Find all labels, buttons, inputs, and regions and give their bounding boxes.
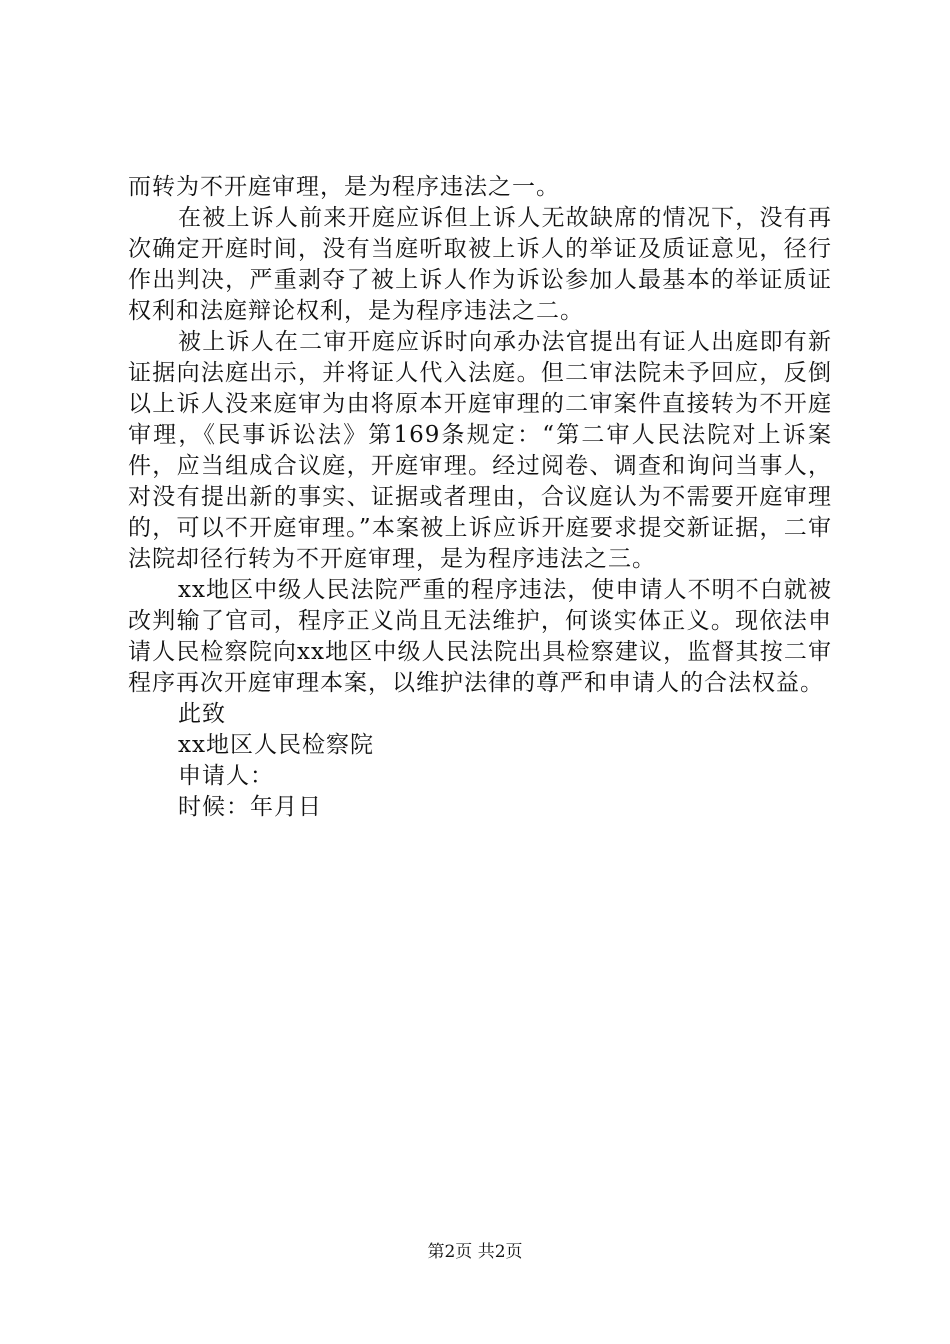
page-number-footer: 第2页 共2页 xyxy=(427,1242,523,1262)
paragraph-violation-two: 在被上诉人前来开庭应诉但上诉人无故缺席的情况下，没有再次确定开庭时间，没有当庭听取被上诉人的举证及质证意见，径行作出判决，严重剥夺了被上诉人作为诉讼参加人最基本的举证质证权利和法庭辩论权利，是为程序违法之二。 xyxy=(128,205,832,324)
document-body xyxy=(128,172,832,823)
closing-recipient: xx地区人民检察院 xyxy=(178,732,374,758)
paragraph-continuation: 而转为不开庭审理，是为程序违法之一。 xyxy=(128,174,560,200)
paragraph-violation-three: 被上诉人在二审开庭应诉时向承办法官提出有证人出庭即有新证据向法庭出示，并将证人代入法庭。但二审法院未予回应，反倒以上诉人没来庭审为由将原本开庭审理的二审案件直接转为不开庭审理，《民事诉讼法》第169条规定：“第二审人民法院对上诉案件，应当组成合议庭，开庭审理。经过阅卷、调查和询问当事人，对没有提出新的事实、证据或者理由，合议庭认为不需要开庭审理的，可以不开庭审理。”本案被上诉应诉开庭要求提交新证据，二审法院却径行转为不开庭审理，是为程序违法之三。 xyxy=(128,329,832,572)
paragraph-request: xx地区中级人民法院严重的程序违法，使申请人不明不白就被改判输了官司，程序正义尚且无法维护，何谈实体正义。现依法申请人民检察院向xx地区中级人民法院出具检察建议，监督其按二审程序再次开庭审理本案，以维护法律的尊严和申请人的合法权益。 xyxy=(128,577,832,696)
closing-date: 时候：年月日 xyxy=(178,794,322,820)
closing-applicant: 申请人： xyxy=(178,763,274,789)
closing-salutation: 此致 xyxy=(178,701,226,727)
